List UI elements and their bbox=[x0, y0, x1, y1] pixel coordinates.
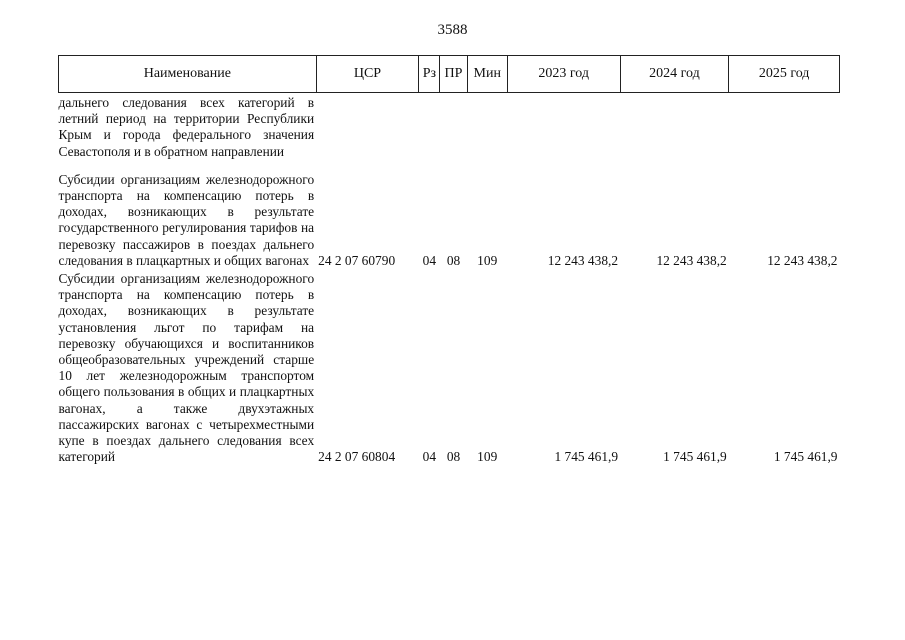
row-name: Субсидии организациям железнодорожного транспорта на компенсацию потерь в доходах, возникающих в результате установления льгот по тарифам на перевозку обучающихся и воспитанников общеобразовательных учреждений старше 10 лет железнодорожным транспортом общего пользования в общих и плацкартных вагонах, а также двухэтажных пассажирских вагонах с четырехместными купе в поездах дальнего следования всех категорий bbox=[58, 271, 315, 465]
table-header-row bbox=[59, 56, 840, 93]
header-name: Наименование bbox=[59, 56, 317, 93]
row-csr: 24 2 07 60804 bbox=[318, 449, 396, 465]
row-2024: 1 745 461,9 bbox=[663, 449, 727, 465]
header-2025: 2025 год bbox=[729, 56, 840, 93]
header-2023: 2023 год bbox=[507, 56, 620, 93]
row-min: 109 bbox=[477, 449, 498, 465]
table-row bbox=[59, 170, 840, 269]
row-rz: 04 bbox=[422, 449, 437, 465]
row-2023: 1 745 461,9 bbox=[554, 449, 619, 465]
header-2024: 2024 год bbox=[620, 56, 729, 93]
row-csr bbox=[316, 93, 419, 160]
row-2024: 12 243 438,2 bbox=[656, 252, 727, 268]
row-name: дальнего следования всех категорий в летний период на территории Республики Крым и города федерального значения Севастополя и в обратном направлении bbox=[58, 95, 315, 159]
header-rz: Рз bbox=[419, 56, 440, 93]
row-min bbox=[467, 93, 507, 160]
row-2023 bbox=[507, 93, 620, 160]
row-spacer bbox=[59, 160, 840, 170]
row-2023: 12 243 438,2 bbox=[547, 252, 619, 268]
row-csr: 24 2 07 60790 bbox=[318, 252, 396, 268]
row-rz bbox=[419, 93, 440, 160]
header-pr: ПР bbox=[440, 56, 467, 93]
row-pr: 08 bbox=[446, 449, 461, 465]
table-row bbox=[59, 269, 840, 465]
row-2025 bbox=[729, 93, 840, 160]
row-min: 109 bbox=[477, 252, 498, 268]
budget-table bbox=[58, 55, 840, 465]
page-number: 3588 bbox=[437, 22, 468, 38]
row-2024 bbox=[620, 93, 729, 160]
row-rz: 04 bbox=[422, 252, 437, 268]
row-pr: 08 bbox=[446, 252, 461, 268]
header-csr: ЦСР bbox=[316, 56, 419, 93]
header-min: Мин bbox=[467, 56, 507, 93]
row-2025: 1 745 461,9 bbox=[773, 449, 838, 465]
row-name: Субсидии организациям железнодорожного транспорта на компенсацию потерь в доходах, возникающих в результате государственного регулирования тарифов на перевозку пассажиров в поездах дальнего следования в плацкартных и общих вагонах bbox=[58, 171, 315, 268]
row-pr bbox=[440, 93, 467, 160]
row-2025: 12 243 438,2 bbox=[767, 252, 838, 268]
table-row bbox=[59, 93, 840, 160]
